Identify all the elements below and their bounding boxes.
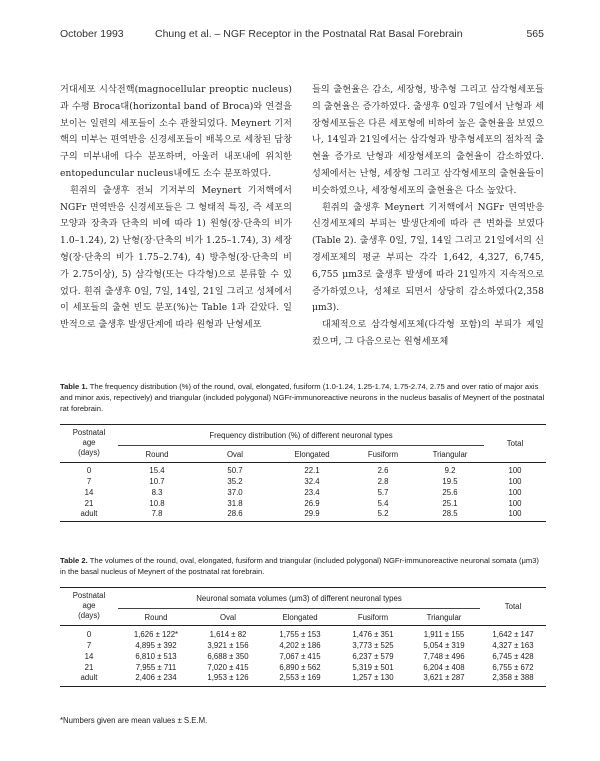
table-row: 7 4,895 ± 392 3,921 ± 156 4,202 ± 186 3,773 ± 525 5,054 ± 319 4,327 ± 163 [86,640,534,650]
table2-label: Table 2. [60,556,88,565]
table2-col-header: Triangular [426,612,462,622]
table-row: 21 7,955 ± 711 7,020 ± 415 6,890 ± 562 5,319 ± 501 6,204 ± 408 6,755 ± 672 [84,662,534,672]
table1-caption-text: The frequency distribution (%) of the round, oval, elongated, fusiform (1.0-1.24, 1.25-1.74, 1.75-2.74, 2.75 and over ratio of major axis and minor axis, repectively) and triangular (included polygonal) NGFr-immunoreactive neurons in the nucleus basalis of Meynert of the postnatal rat forebrain. [60,382,545,413]
table1-caption [60,381,546,414]
journal-date: October 1993 [60,28,124,40]
table1-subheader-row [60,446,546,463]
table-row: 21 10.8 31.8 26.9 5.4 25.1 100 [84,498,522,508]
table1-total-header: Total [484,425,546,463]
table2-footnote: *Numbers given are mean values ± S.E.M. [60,716,208,725]
table2-total-header: Total [480,588,546,626]
table1-label: Table 1. [60,382,88,391]
running-header [60,28,544,42]
table2-group-header: Neuronal somata volumes (μm3) of different neuronal types [118,588,480,609]
paragraph: 거대세포 시삭전핵(magnocellular preoptic nucleus)과 수평 Broca대(horizontal band of Broca)와 연결을 보이는 일련의 세포들이 소수 관찰되었다. Meynert 기저핵의 미부는 편역반응 신경세포들이 배복으로 세창된 담창구의 미부내에 다수 분포하며, 아울러 내포내에 위치한 entopeduncular nucleus내에도 소수 분포하였다. [60,85,292,179]
table2-caption-text: The volumes of the round, oval, elongated, fusiform and triangular (included polygonal) NGFr-immunoreactive neuronal somata (μm3) in the basal nucleus of Meynert of the postnatal rat forebrain. [60,556,539,576]
table1 [60,424,546,522]
table2-header-row [60,588,546,609]
table-row: 14 8.3 37.0 23.4 5.7 25.6 100 [84,487,522,497]
table-row: 0 1,626 ± 122* 1,614 ± 82 1,755 ± 153 1,476 ± 351 1,911 ± 155 1,642 ± 147 [86,630,534,640]
paragraph: 들의 출현율은 감소, 세장형, 방추형 그리고 삼각형세포들의 출현율은 증가하였다. 출생후 0일과 7일에서 난형과 세장형세포들은 다른 세포형에 비하여 높은 출현율을 보였으나, 14일과 21일에서는 삼각형과 방추형세포의 점차적 출현율 증가로 난형과 세장형세포의 출현율이 감소하였다. 성체에서는 난형, 세장형 그리고 삼각형세포의 출현율들이 비슷하였으나, 세장형세포의 출현율은 다소 높았다. [312,85,544,196]
page-number: 565 [526,28,544,40]
table2-caption [60,555,546,577]
right-text-column [312,82,544,351]
table-row: adult 7.8 28.6 29.9 5.2 28.5 100 [60,509,546,522]
table-row: 0 15.4 50.7 22.1 2.6 9.2 100 [86,466,522,476]
table-row: adult 2,406 ± 234 1,953 ± 126 2,553 ± 169 1,257 ± 130 3,621 ± 287 2,358 ± 388 [60,673,546,687]
paragraph: 흰쥐의 출생후 전뇌 기저부의 Meynert 기저핵에서 NGFr 면역반응 신경세포들은 그 형태적 특징, 즉 세포의 모양과 장축과 단축의 비에 따라 1) 원형(장·단축의 비가 1.0–1.24), 2) 난형(장·단축의 비가 1.25–1.74), 3) 세장형(장·단축의 비가 1.75–2.74), 4) 방추형(장·단축의 비가 2.75이상), 5) 삼각형(또는 다각형)으로 분류할 수 있었다. 흰쥐 출생후 0일, 7일, 14일, 21일 그리고 성체에서 이 세포들의 출현 빈도 분포(%)는 Table 1과 같았다. 일반적으로 출생후 발생단계에 따라 원형과 난형세포 [60,185,292,331]
table2-age-header: Postnatal age (days) [60,588,118,626]
running-title: Chung et al. – NGF Receptor in the Postnatal Rat Basal Forebrain [155,28,463,40]
table2-col-header: Oval [219,612,237,622]
table2-col-header: Elongated [282,612,318,622]
paragraph: 흰쥐의 출생후 Meynert 기저핵에서 NGFr 면역반응 신경세포체의 부피는 발생단계에 따라 큰 변화를 보였다(Table 2). 출생후 0일, 7일, 14일 그리고 21일에서의 신경세포체의 평균 부피는 각각 1,642, 4,327, 6,745, 6,755 μm3로 출생후 발생에 따라 21일까지 지속적으로 증가하였으나, 성체로 되면서 상당히 감소하였다(2,358 μm3). [312,202,544,314]
table1-age-header: Postnatal age (days) [60,425,118,463]
table1-col-header: Elongated [294,449,330,459]
table1-col-header: Round [145,449,169,459]
table2-col-header: Round [144,612,168,622]
table2-subheader-row [60,609,546,626]
table1-header-row [60,425,546,446]
table2 [60,587,546,687]
paragraph: 대체적으로 삼각형세포체(다각형 포함)의 부피가 제일 컸으며, 그 다음으로는 원형세포체 [312,320,544,347]
table2-col-header: Fusiform [357,612,389,622]
table-row: 14 6,810 ± 513 6,688 ± 350 7,067 ± 415 6,237 ± 579 7,748 ± 496 6,745 ± 428 [84,651,534,661]
table1-col-header: Oval [226,449,244,459]
table-row: 7 10.7 35.2 32.4 2.8 19.5 100 [86,476,522,486]
table1-col-header: Fusiform [367,449,399,459]
table1-group-header: Frequency distribution (%) of different neuronal types [118,425,484,446]
table1-col-header: Triangular [432,449,468,459]
left-text-column [60,82,292,334]
